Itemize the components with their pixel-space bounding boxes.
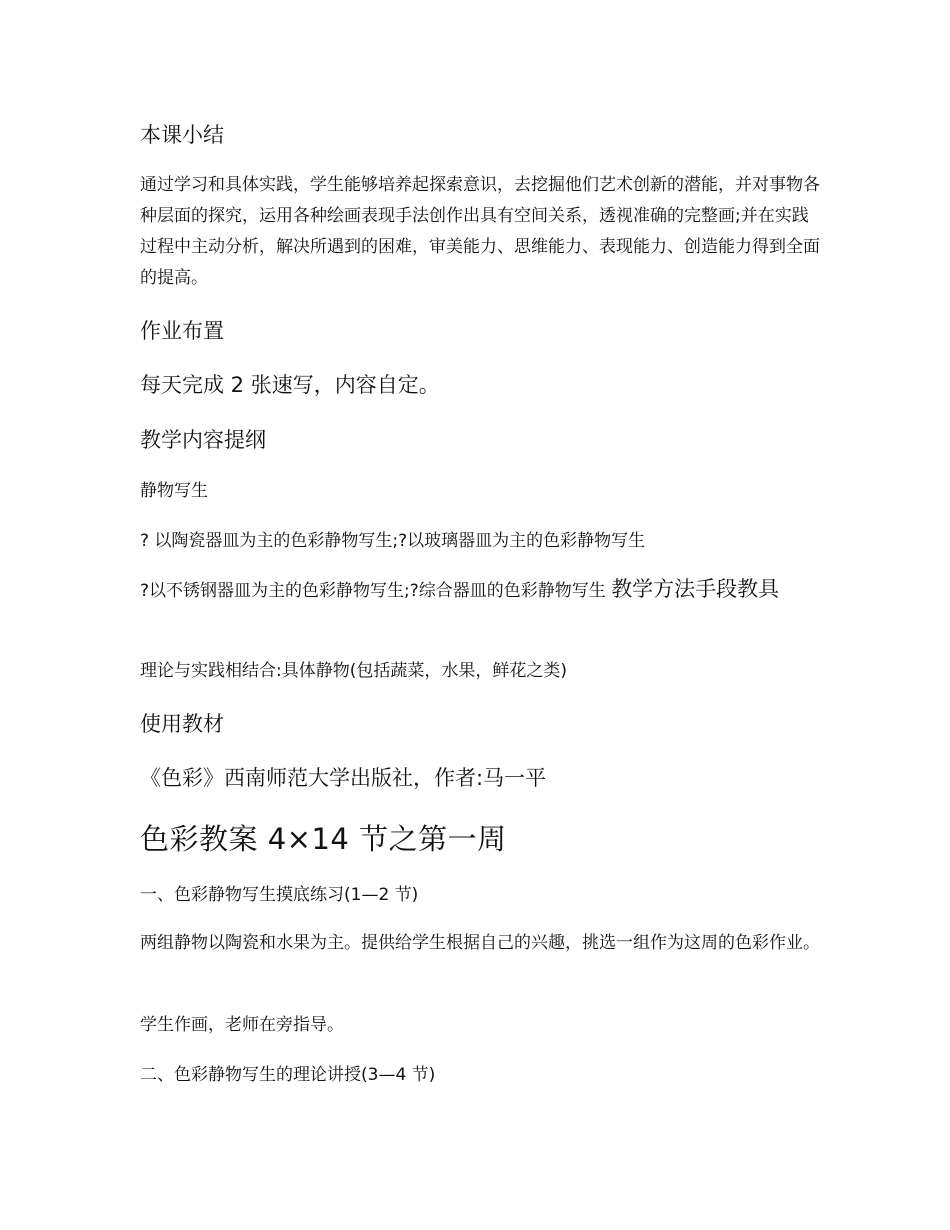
week1-section-2: 二、色彩静物写生的理论讲授(3—4 节) (140, 1065, 436, 1085)
outline-item-block (140, 575, 820, 606)
outline-heading: 教学内容提纲 (140, 428, 266, 452)
summary-heading: 本课小结 (140, 123, 224, 147)
outline-topic: 静物写生 (140, 481, 208, 501)
outline-item-line-2: ?以不锈钢器皿为主的色彩静物写生;?综合器皿的色彩静物写生 (140, 581, 612, 601)
outline-item-line-1: ? 以陶瓷器皿为主的色彩静物写生;?以玻璃器皿为主的色彩静物写生 (140, 531, 646, 551)
methods-text: 理论与实践相结合:具体静物(包括蔬菜，水果，鲜花之类) (140, 661, 567, 681)
week1-title: 色彩教案 4×14 节之第一周 (140, 822, 507, 856)
textbook-heading: 使用教材 (140, 712, 224, 736)
textbook-text: 《色彩》西南师范大学出版社，作者:马一平 (140, 766, 547, 790)
homework-heading: 作业布置 (140, 319, 224, 343)
week1-paragraph-2: 学生作画，老师在旁指导。 (140, 1015, 344, 1035)
week1-paragraph-1: 两组静物以陶瓷和水果为主。提供给学生根据自己的兴趣，挑选一组作为这周的色彩作业。 (140, 933, 820, 953)
summary-paragraph: 通过学习和具体实践，学生能够培养起探索意识，去挖掘他们艺术创新的潜能，并对事物各种层面的探究，运用各种绘画表现手法创作出具有空间关系，透视准确的完整画;并在实践过程中主动分析，解决所遇到的困难，审美能力、思维能力、表现能力、创造能力得到全面的提高。 (140, 175, 820, 288)
homework-text: 每天完成 2 张速写，内容自定。 (140, 373, 440, 397)
methods-heading: 教学方法手段教具 (611, 577, 780, 601)
week1-section-1: 一、色彩静物写生摸底练习(1—2 节) (140, 885, 419, 905)
